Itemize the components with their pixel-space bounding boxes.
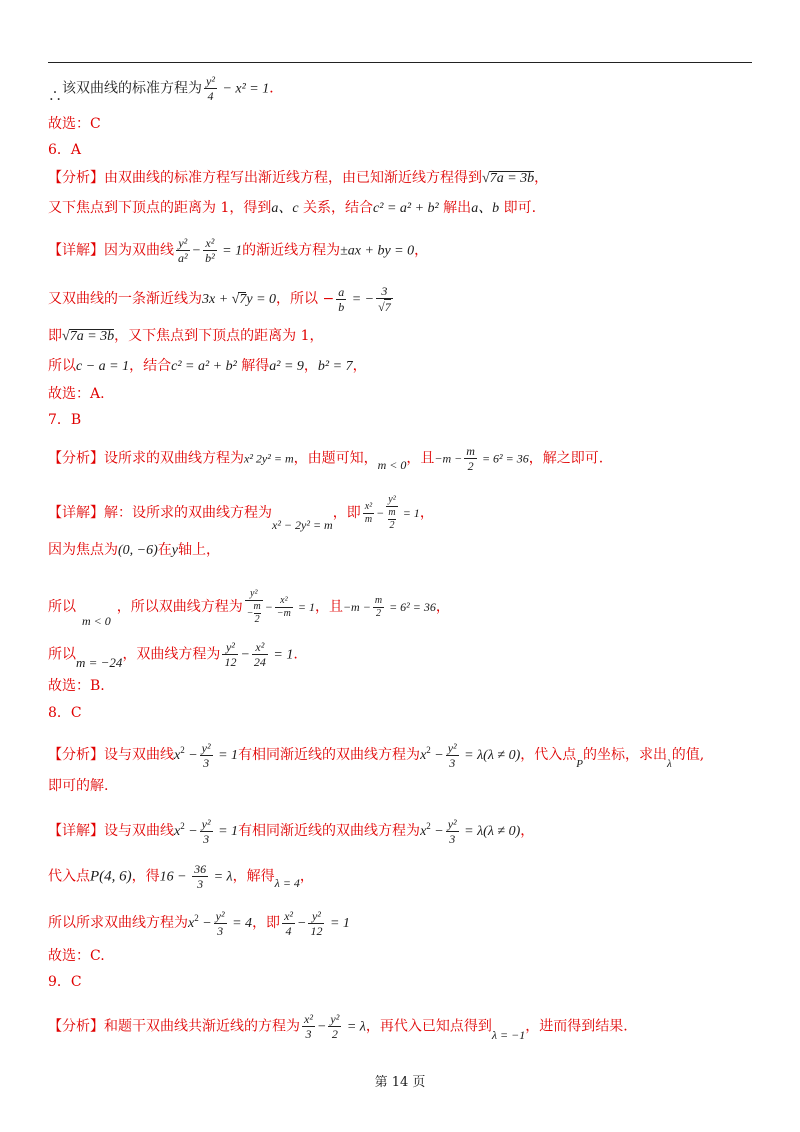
answer-line: 故选：C. (48, 948, 105, 964)
analysis-line: 【分析】设与双曲线$x^2$ − $\frac{\text{y²}}{3}$ = 1有相同渐近线的双曲线方程为$x^2$ − $\frac{\text{y²}}{3}$ = λ(λ ≠ 0)，代入点$_P$的坐标，求出$_\lambda$的值, (48, 740, 705, 770)
detail-line: 所以c − a = 1，结合c² = a² + b² 解得a² = 9，b² = 7， (48, 358, 367, 374)
answer-line: 故选：C (48, 116, 101, 132)
analysis-line: 【分析】设所求的双曲线方程为x² 2y² = m，由题可知，m < 0，且−m − $\frac{m}{2}$ = 6² = 36，解之即可. (48, 444, 604, 473)
question-number: 8．C (48, 705, 82, 721)
question-number: 7．B (48, 412, 82, 428)
question-number: 6．A (48, 142, 82, 158)
detail-line: 因为焦点为(0, −6)在y轴上， (48, 542, 220, 558)
therefore-symbol: ∴ (48, 88, 62, 105)
text-line: ∴该双曲线的标准方程为 $\frac{\text{y²}}{4}$ − x² = 1． (48, 74, 284, 105)
detail-line: 【详解】设与双曲线$x^2$ − $\frac{\text{y²}}{3}$ = 1有相同渐近线的双曲线方程为$x^2$ − $\frac{\text{y²}}{3}$ = λ(λ ≠ 0)， (48, 816, 535, 846)
detail-line: 即√7a = 3b，又下焦点到下顶点的距离为 1， (48, 328, 324, 344)
detail-line: 又双曲线的一条渐近线为3x + √7y = 0，所以 − $\frac{a}{b}$ = − $\frac{3}{√7}$ (48, 284, 391, 314)
detail-line: 所以所求双曲线方程为$x^2$ − $\frac{\text{y²}}{3}$ = 4，即 $\frac{\text{x²}}{4}$ − $\frac{\text{y²}}{12}$ = 1 (48, 908, 350, 938)
analysis-line: 【分析】由双曲线的标准方程写出渐近线方程，由已知渐近线方程得到√7a = 3b， (48, 170, 549, 186)
question-number: 9．C (48, 974, 82, 990)
detail-line: 所以m = −24，双曲线方程为 $\frac{\text{y²}}{12}$ − $\frac{\text{x²}}{24}$ = 1. (48, 640, 298, 670)
answer-line: 故选：A. (48, 386, 105, 402)
analysis-line: 【分析】和题干双曲线共渐近线的方程为 $\frac{\text{x²}}{3}$ − $\frac{\text{y²}}{2}$ = λ，再代入已知点得到λ = −1，进而得到结果. (48, 1012, 628, 1042)
analysis-line: 又下焦点到下顶点的距离为 1，得到a、c 关系，结合c² = a² + b² 解出a、b 即可. (48, 200, 537, 216)
page-footer: 第 14 页 (374, 1075, 426, 1090)
detail-line: 【详解】因为双曲线 $\frac{\text{y²}}{\text{a²}}$ − $\frac{\text{x²}}{\text{b²}}$ = 1的渐近线方程为±ax + by = 0， (48, 236, 429, 265)
detail-line: 【详解】解：设所求的双曲线方程为x² − 2y² = m，即 $\frac{\text{x²}}{m}$ − y² m 2 = 1， (48, 494, 434, 532)
detail-line: 代入点P(4, 6)，得16 − $\frac{36}{3}$ = λ，解得λ = 4， (48, 862, 314, 891)
answer-line: 故选：B. (48, 678, 105, 694)
analysis-line: 即可的解. (48, 778, 109, 794)
header-rule (48, 62, 752, 63)
detail-line: 所以m < 0，所以双曲线方程为 y² − $\frac{m}{2}$ − $\frac{\text{x²}}{-m}$ = 1，且−m − $\frac{m}{2}$ = 6² = 36， (48, 588, 450, 628)
